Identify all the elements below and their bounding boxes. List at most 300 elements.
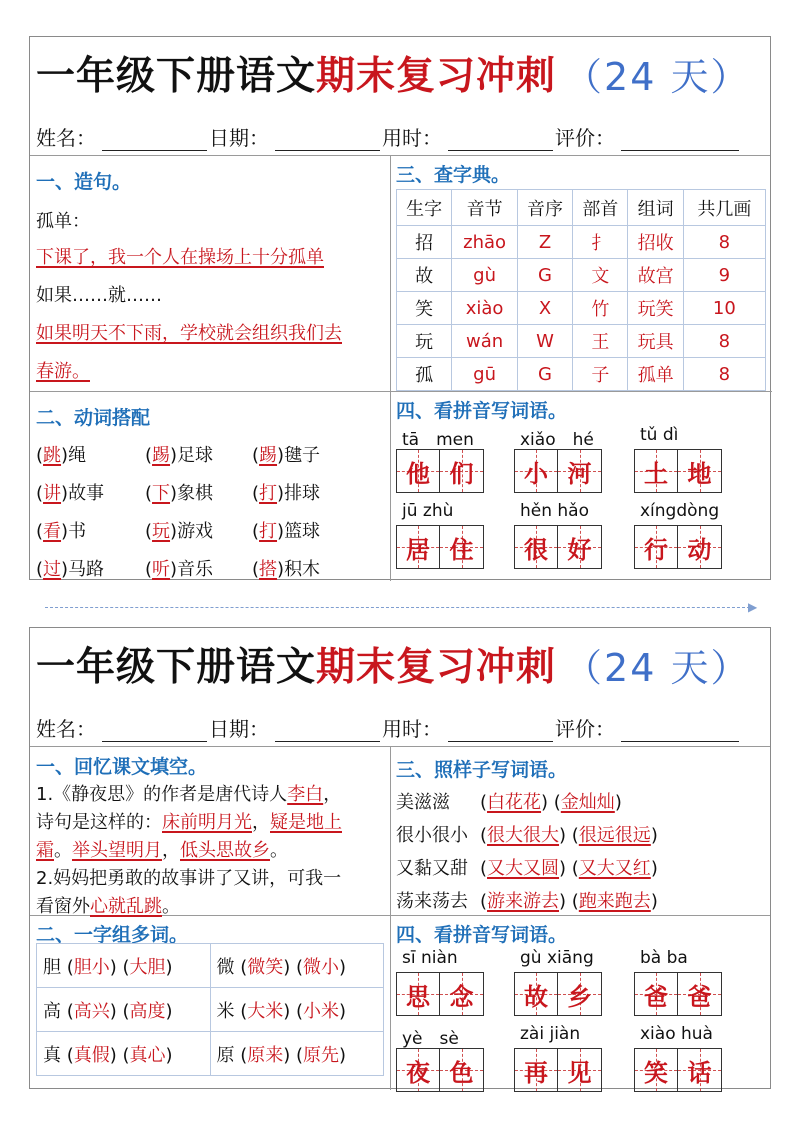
answer-word: 大米 bbox=[247, 1000, 284, 1022]
char-box bbox=[558, 525, 602, 569]
table-cell: wán bbox=[452, 325, 518, 358]
base-char: 微 bbox=[216, 956, 235, 978]
base-char: 真 bbox=[43, 1044, 61, 1066]
char-box bbox=[514, 525, 558, 569]
pinyin-text: sī niàn bbox=[402, 948, 458, 968]
text: 诗句是这样的： bbox=[36, 812, 162, 833]
table-cell: W bbox=[517, 325, 572, 358]
paren: ) ( bbox=[283, 956, 304, 978]
verb-object: 马路 bbox=[68, 559, 105, 580]
table-row bbox=[397, 358, 766, 391]
pattern-answer: 很大很大 bbox=[487, 825, 560, 846]
paren: ) bbox=[170, 521, 178, 542]
answer-word: 微小 bbox=[303, 956, 340, 978]
info-row bbox=[36, 708, 766, 742]
verb-object: 书 bbox=[68, 521, 87, 542]
pinyin-text: jū zhù bbox=[402, 501, 454, 521]
paren: ) bbox=[170, 483, 178, 504]
table-cell: 8 bbox=[683, 358, 765, 391]
paren: ) bbox=[61, 445, 69, 466]
verb-pair bbox=[145, 555, 213, 581]
time-field[interactable] bbox=[448, 125, 553, 151]
table-cell: 孤 bbox=[397, 358, 452, 391]
paren: ( bbox=[145, 559, 153, 580]
table-cell bbox=[210, 1032, 384, 1076]
title-sprint: 期末复习冲刺 bbox=[316, 54, 557, 99]
dictionary-header-row bbox=[397, 190, 766, 226]
answer-char: 地 bbox=[687, 459, 712, 488]
paren: ) ( bbox=[283, 1000, 304, 1022]
divider bbox=[390, 746, 391, 1090]
answer: 举头望明月 bbox=[72, 840, 162, 861]
table-cell: gū bbox=[452, 358, 518, 391]
table-cell: 故 bbox=[397, 259, 452, 292]
answer-char: 夜 bbox=[406, 1058, 430, 1087]
section-title-recall: 一、回忆课文填空。 bbox=[36, 756, 208, 778]
pattern-row bbox=[396, 887, 658, 913]
paren: ( bbox=[61, 956, 74, 978]
paren: ) bbox=[277, 445, 285, 466]
pattern-row bbox=[396, 821, 658, 847]
verb-pair bbox=[145, 517, 213, 543]
pinyin-text: zài jiàn bbox=[520, 1024, 581, 1044]
section-title-pinyin: 四、看拼音写词语。 bbox=[396, 924, 568, 946]
recall-line-2 bbox=[36, 808, 342, 834]
pinyin-text: xíngdòng bbox=[640, 501, 720, 521]
answer: 李白 bbox=[287, 784, 324, 805]
verb-answer: 玩 bbox=[152, 521, 171, 542]
char-box bbox=[514, 972, 558, 1016]
worksheet-title bbox=[30, 37, 770, 109]
answer-char: 土 bbox=[644, 459, 668, 488]
prompt-word: 孤单： bbox=[36, 211, 90, 232]
char-box bbox=[634, 1048, 678, 1092]
answer-word: 小米 bbox=[303, 1000, 340, 1022]
char-box bbox=[440, 1048, 484, 1092]
paren: ( bbox=[61, 1044, 74, 1066]
paren: ) bbox=[650, 891, 658, 912]
pattern-answer: 白花花 bbox=[487, 792, 542, 813]
pinyin-text: tā men bbox=[402, 430, 474, 450]
recall-line-5 bbox=[36, 892, 180, 918]
name-label: 姓名： bbox=[36, 126, 96, 150]
paren: ( bbox=[36, 483, 44, 504]
table-cell bbox=[37, 944, 211, 988]
paren: ( bbox=[61, 1000, 74, 1022]
answer: 疑是地上 bbox=[270, 812, 342, 833]
section-title-sentences: 一、造句。 bbox=[36, 171, 132, 193]
title-days: （24 天） bbox=[564, 645, 751, 690]
char-box-pair bbox=[634, 1048, 722, 1092]
base-char: 胆 bbox=[43, 956, 61, 978]
title-grade: 一年级下册语文 bbox=[36, 645, 317, 690]
table-cell: Z bbox=[517, 226, 572, 259]
paren: ) ( bbox=[559, 891, 579, 912]
title-sprint: 期末复习冲刺 bbox=[316, 645, 557, 690]
answer-char: 念 bbox=[449, 982, 474, 1011]
text: 。 bbox=[270, 840, 288, 861]
pinyin-text: yè sè bbox=[402, 1029, 459, 1049]
table-cell: G bbox=[517, 358, 572, 391]
paren: ( bbox=[36, 559, 44, 580]
answer-char: 们 bbox=[449, 459, 474, 488]
paren: ) bbox=[339, 1000, 347, 1022]
eval-field[interactable] bbox=[621, 716, 739, 742]
char-box bbox=[396, 972, 440, 1016]
verb-answer: 过 bbox=[43, 559, 62, 580]
char-box-pair bbox=[396, 525, 484, 569]
paren: ( bbox=[145, 483, 153, 504]
paren: ) bbox=[650, 858, 658, 879]
base-char: 原 bbox=[216, 1044, 235, 1066]
arrow-icon: ▶ bbox=[748, 600, 758, 614]
title-days: （24 天） bbox=[564, 54, 751, 99]
name-field[interactable] bbox=[102, 716, 207, 742]
paren: ) ( bbox=[109, 1044, 130, 1066]
char-box bbox=[678, 525, 722, 569]
answer-sentence: 下课了，我一个人在操场上十分孤单 bbox=[36, 247, 324, 268]
table-cell: 竹 bbox=[573, 292, 628, 325]
table-cell bbox=[210, 944, 384, 988]
paren: ) bbox=[339, 1044, 347, 1066]
table-cell: 玩 bbox=[397, 325, 452, 358]
eval-label: 评价： bbox=[555, 126, 615, 150]
pattern-example: 又黏又甜 bbox=[396, 858, 468, 879]
answer-word: 胆小 bbox=[73, 956, 110, 978]
time-label: 用时： bbox=[382, 126, 442, 150]
char-box-pair bbox=[514, 1048, 602, 1092]
time-field[interactable] bbox=[448, 716, 553, 742]
header-cell: 部首 bbox=[573, 190, 628, 226]
base-char: 高 bbox=[43, 1000, 61, 1022]
answer-word: 微笑 bbox=[247, 956, 284, 978]
verb-pair bbox=[36, 441, 86, 467]
text: 。 bbox=[162, 896, 180, 917]
answer-char: 河 bbox=[567, 459, 592, 488]
table-cell: 王 bbox=[573, 325, 628, 358]
char-box bbox=[396, 1048, 440, 1092]
verb-answer: 打 bbox=[259, 483, 278, 504]
paren: ( bbox=[234, 1044, 248, 1066]
table-cell: 招 bbox=[397, 226, 452, 259]
verb-object: 象棋 bbox=[177, 483, 214, 504]
table-cell: 故宫 bbox=[628, 259, 683, 292]
pattern-answer: 跑来跑去 bbox=[578, 891, 651, 912]
paren: ) bbox=[165, 1044, 173, 1066]
base-char: 米 bbox=[216, 1000, 235, 1022]
verb-pair bbox=[36, 479, 104, 505]
answer-char: 见 bbox=[567, 1058, 592, 1087]
char-box bbox=[396, 525, 440, 569]
paren: ( bbox=[252, 521, 260, 542]
paren: ( bbox=[145, 521, 153, 542]
table-cell: 10 bbox=[683, 292, 765, 325]
verb-object: 篮球 bbox=[284, 521, 321, 542]
section-title-dictionary: 三、查字典。 bbox=[396, 164, 511, 186]
pattern-row bbox=[396, 788, 622, 814]
pinyin-text: tǔ dì bbox=[640, 425, 679, 445]
paren: ) ( bbox=[283, 1044, 304, 1066]
table-cell: 8 bbox=[683, 325, 765, 358]
verb-pair bbox=[252, 517, 320, 543]
paren: ) bbox=[61, 483, 69, 504]
answer: 霜 bbox=[36, 840, 54, 861]
verb-answer: 踢 bbox=[259, 445, 278, 466]
verb-answer: 搭 bbox=[259, 559, 278, 580]
answer: 床前明月光 bbox=[162, 812, 252, 833]
char-box-pair bbox=[396, 972, 484, 1016]
text: 。 bbox=[54, 840, 72, 861]
verb-answer: 踢 bbox=[152, 445, 171, 466]
table-cell: 9 bbox=[683, 259, 765, 292]
paren: ) bbox=[61, 521, 69, 542]
answer: 低头思故乡 bbox=[180, 840, 270, 861]
table-cell: 玩笑 bbox=[628, 292, 683, 325]
paren: ( bbox=[480, 891, 488, 912]
paren: ( bbox=[480, 825, 488, 846]
paren: ( bbox=[36, 445, 44, 466]
table-cell bbox=[37, 1032, 211, 1076]
divider bbox=[30, 155, 770, 156]
verb-object: 绳 bbox=[68, 445, 87, 466]
verb-pair bbox=[252, 479, 320, 505]
char-box-pair bbox=[634, 525, 722, 569]
paren: ( bbox=[480, 792, 488, 813]
answer-char: 小 bbox=[524, 459, 548, 488]
answer-char: 色 bbox=[449, 1058, 474, 1087]
table-cell: 子 bbox=[573, 358, 628, 391]
char-box-pair bbox=[634, 449, 722, 493]
pattern-example: 荡来荡去 bbox=[396, 891, 468, 912]
char-box bbox=[678, 1048, 722, 1092]
eval-field[interactable] bbox=[621, 125, 739, 151]
dictionary-table bbox=[396, 189, 766, 391]
verb-object: 积木 bbox=[284, 559, 321, 580]
pattern-answer: 金灿灿 bbox=[560, 792, 615, 813]
paren: ( bbox=[252, 559, 260, 580]
table-cell: 笑 bbox=[397, 292, 452, 325]
paren: ) bbox=[277, 559, 285, 580]
pinyin-text: xiào huà bbox=[640, 1024, 713, 1044]
pattern-row bbox=[396, 854, 658, 880]
table-cell: 8 bbox=[683, 226, 765, 259]
divider bbox=[391, 391, 772, 392]
pinyin-text: gù xiāng bbox=[520, 948, 594, 968]
recall-line-1 bbox=[36, 780, 341, 806]
recall-line-3 bbox=[36, 836, 288, 862]
table-cell bbox=[37, 988, 211, 1032]
answer-word: 真心 bbox=[129, 1044, 166, 1066]
paren: ( bbox=[36, 521, 44, 542]
paren: ) bbox=[170, 445, 178, 466]
table-cell: X bbox=[517, 292, 572, 325]
answer-word: 高兴 bbox=[73, 1000, 110, 1022]
answer-word: 原先 bbox=[303, 1044, 340, 1066]
header-cell: 音节 bbox=[452, 190, 518, 226]
text: ， bbox=[162, 840, 180, 861]
verb-answer: 听 bbox=[152, 559, 171, 580]
verb-object: 毽子 bbox=[284, 445, 321, 466]
table-row bbox=[397, 292, 766, 325]
answer-char: 乡 bbox=[567, 982, 592, 1011]
answer-char: 行 bbox=[644, 535, 668, 564]
char-box bbox=[678, 449, 722, 493]
cut-line bbox=[45, 607, 750, 608]
char-box bbox=[514, 1048, 558, 1092]
pattern-answer: 又大又圆 bbox=[487, 858, 560, 879]
answer-char: 动 bbox=[687, 535, 712, 564]
answer-char: 很 bbox=[524, 535, 548, 564]
answer-sentence: 如果明天不下雨，学校就会组织我们去 bbox=[36, 323, 342, 344]
section-title-verbs: 二、动词搭配 bbox=[36, 407, 151, 429]
answer-word: 高度 bbox=[129, 1000, 166, 1022]
verb-answer: 看 bbox=[43, 521, 62, 542]
header-cell: 组词 bbox=[628, 190, 683, 226]
paren: ( bbox=[480, 858, 488, 879]
paren: ) bbox=[165, 956, 173, 978]
char-box bbox=[634, 449, 678, 493]
table-cell: 招收 bbox=[628, 226, 683, 259]
table-row bbox=[397, 259, 766, 292]
paren: ) ( bbox=[541, 792, 561, 813]
answer-char: 笑 bbox=[644, 1058, 668, 1087]
divider bbox=[30, 391, 391, 392]
table-cell: 文 bbox=[573, 259, 628, 292]
text: ， bbox=[252, 812, 270, 833]
verb-pair bbox=[252, 441, 320, 467]
char-box bbox=[634, 525, 678, 569]
table-cell: zhāo bbox=[452, 226, 518, 259]
verb-answer: 下 bbox=[152, 483, 171, 504]
table-cell: 玩具 bbox=[628, 325, 683, 358]
table-row bbox=[37, 988, 384, 1032]
char-box bbox=[558, 1048, 602, 1092]
section-title-pattern: 三、照样子写词语。 bbox=[396, 759, 568, 781]
verb-pair bbox=[36, 555, 104, 581]
pattern-answer: 游来游去 bbox=[487, 891, 560, 912]
pinyin-text: hěn hǎo bbox=[520, 501, 590, 521]
answer-char: 爸 bbox=[687, 982, 712, 1011]
section-title-pinyin: 四、看拼音写词语。 bbox=[396, 400, 568, 422]
char-box-pair bbox=[396, 449, 484, 493]
paren: ) bbox=[650, 825, 658, 846]
date-label: 日期： bbox=[209, 717, 269, 741]
divider bbox=[30, 746, 770, 747]
verb-pair bbox=[36, 517, 86, 543]
answer-word: 大胆 bbox=[129, 956, 166, 978]
verb-pair bbox=[145, 441, 213, 467]
table-row bbox=[37, 944, 384, 988]
name-label: 姓名： bbox=[36, 717, 96, 741]
eval-label: 评价： bbox=[555, 717, 615, 741]
char-box-pair bbox=[514, 972, 602, 1016]
table-row bbox=[397, 325, 766, 358]
info-row bbox=[36, 117, 766, 151]
verb-object: 游戏 bbox=[177, 521, 214, 542]
verb-object: 排球 bbox=[284, 483, 321, 504]
paren: ( bbox=[234, 956, 248, 978]
answer-char: 好 bbox=[567, 535, 592, 564]
char-box bbox=[440, 972, 484, 1016]
paren: ( bbox=[252, 483, 260, 504]
divider bbox=[390, 155, 391, 581]
table-cell: 孤单 bbox=[628, 358, 683, 391]
char-box bbox=[634, 972, 678, 1016]
answer-word: 原来 bbox=[247, 1044, 284, 1066]
table-cell: gù bbox=[452, 259, 518, 292]
verb-pair bbox=[252, 555, 320, 581]
paren: ) bbox=[614, 792, 622, 813]
pinyin-text: bà ba bbox=[640, 948, 688, 968]
answer-sentence: 春游。 bbox=[36, 361, 90, 382]
char-box bbox=[396, 449, 440, 493]
answer-char: 他 bbox=[406, 459, 430, 488]
pinyin-text: xiǎo hé bbox=[520, 430, 594, 450]
worksheet-title bbox=[30, 628, 770, 700]
header-cell: 音序 bbox=[517, 190, 572, 226]
answer-char: 再 bbox=[524, 1058, 548, 1087]
verb-object: 故事 bbox=[68, 483, 105, 504]
paren: ) bbox=[277, 483, 285, 504]
char-box-pair bbox=[514, 525, 602, 569]
verb-answer: 跳 bbox=[43, 445, 62, 466]
paren: ) bbox=[165, 1000, 173, 1022]
verb-answer: 打 bbox=[259, 521, 278, 542]
table-cell: xiào bbox=[452, 292, 518, 325]
pattern-example: 美滋滋 bbox=[396, 792, 450, 813]
header-cell: 共几画 bbox=[683, 190, 765, 226]
time-label: 用时： bbox=[382, 717, 442, 741]
recall-line-4: 2.妈妈把勇敢的故事讲了又讲，可我一 bbox=[36, 868, 342, 889]
paren: ) ( bbox=[109, 1000, 130, 1022]
date-field[interactable] bbox=[275, 716, 380, 742]
verb-object: 音乐 bbox=[177, 559, 214, 580]
char-box bbox=[558, 972, 602, 1016]
paren: ) ( bbox=[559, 825, 579, 846]
paren: ( bbox=[252, 445, 260, 466]
pattern-example: 很小很小 bbox=[396, 825, 468, 846]
answer: 心就乱跳 bbox=[90, 896, 162, 917]
paren: ) bbox=[61, 559, 69, 580]
char-box bbox=[678, 972, 722, 1016]
worksheet-card-1 bbox=[29, 36, 771, 580]
paren: ) ( bbox=[559, 858, 579, 879]
answer-char: 爸 bbox=[644, 982, 668, 1011]
name-field[interactable] bbox=[102, 125, 207, 151]
char-box-pair bbox=[396, 1048, 484, 1092]
header-cell: 生字 bbox=[397, 190, 452, 226]
pattern-answer: 又大又红 bbox=[578, 858, 651, 879]
prompt-word: 如果……就…… bbox=[36, 285, 162, 306]
answer-char: 话 bbox=[687, 1058, 712, 1087]
table-cell: 扌 bbox=[573, 226, 628, 259]
paren: ) bbox=[339, 956, 347, 978]
paren: ) bbox=[170, 559, 178, 580]
section-title-group-words: 二、一字组多词。 bbox=[36, 924, 189, 946]
date-field[interactable] bbox=[275, 125, 380, 151]
text: ， bbox=[323, 784, 342, 805]
char-box bbox=[440, 449, 484, 493]
table-row bbox=[37, 1032, 384, 1076]
paren: ) bbox=[277, 521, 285, 542]
paren: ( bbox=[145, 445, 153, 466]
answer-word: 真假 bbox=[73, 1044, 110, 1066]
char-box bbox=[558, 449, 602, 493]
answer-char: 故 bbox=[524, 982, 548, 1011]
paren: ( bbox=[234, 1000, 248, 1022]
text: 1.《静夜思》的作者是唐代诗人 bbox=[36, 784, 288, 805]
group-words-table bbox=[36, 943, 384, 1076]
